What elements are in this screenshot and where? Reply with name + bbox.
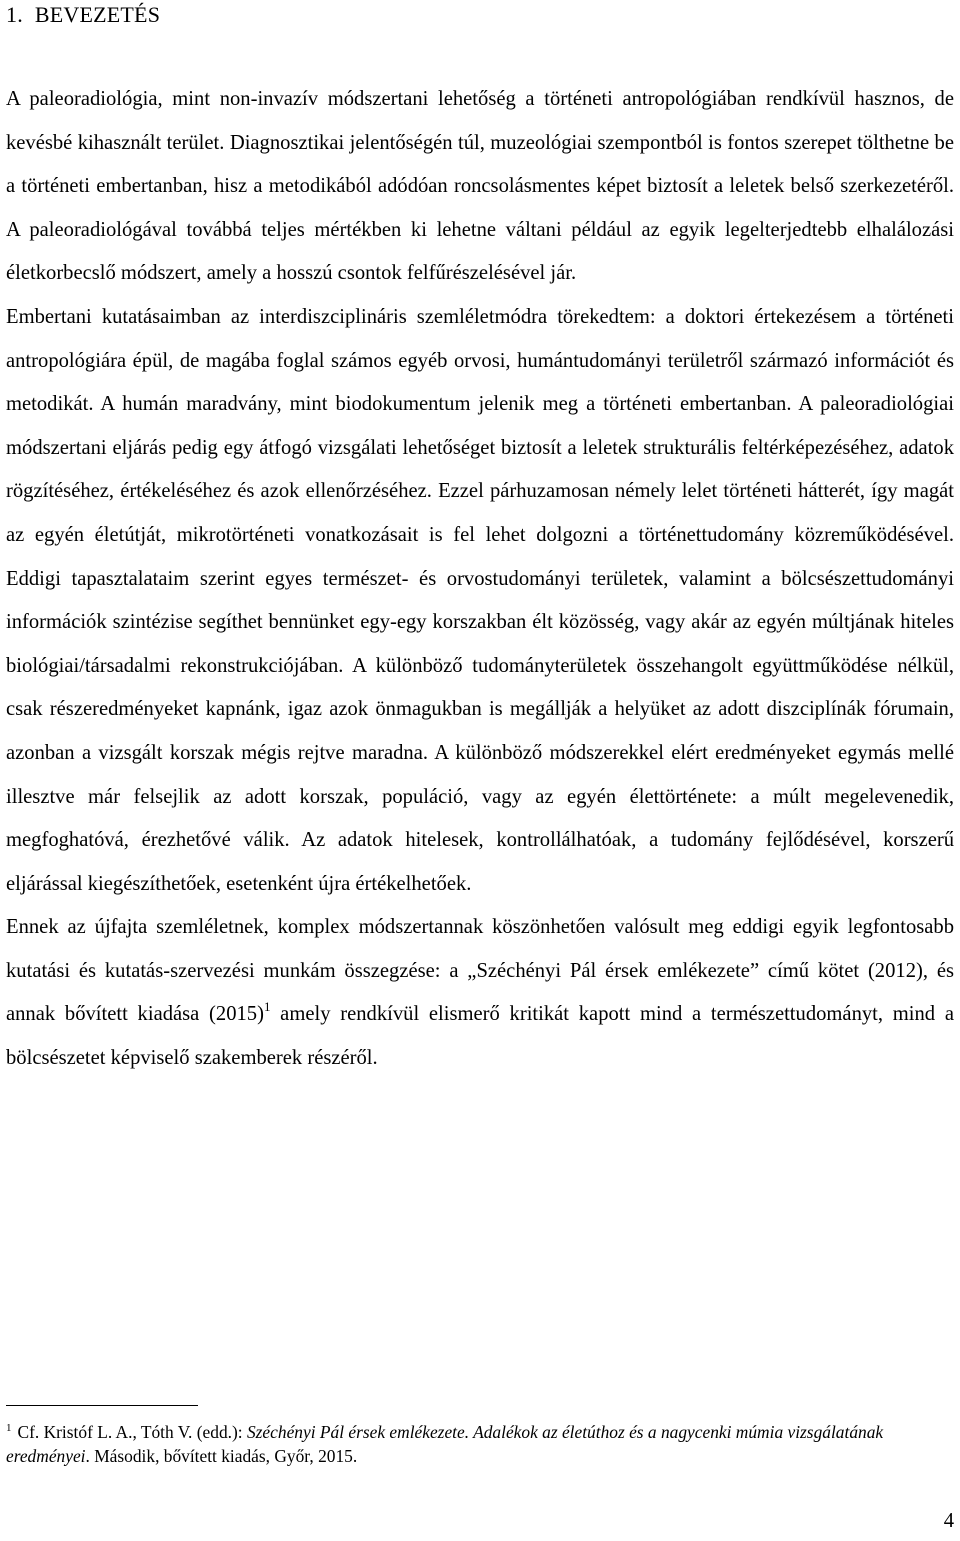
paragraph-3-text-before-ref: Ennek az újfajta szemléletnek, komplex módszertannak köszönhetően valósult meg eddigi egyik legfontosabb kutatási és kutatás-szervezési munkám összegzése: a „Széchényi Pál érsek emlékezete” című kötet (2012), és annak bővített kiadása (2015) (6, 916, 954, 1026)
chapter-heading (6, 1, 160, 29)
footnote-tail: . Második, bővített kiadás, Győr, 2015. (85, 1446, 358, 1466)
paragraph-3-text-after-ref: amely rendkívül elismerő kritikát kapott mind a természettudományt, mind a bölcsészetet képviselő szakemberek részéről. (6, 1003, 954, 1070)
paragraph-3 (6, 906, 954, 1080)
chapter-number: 1. (6, 2, 23, 27)
footnote-lead: Cf. Kristóf L. A., Tóth V. (edd.): (17, 1422, 247, 1442)
footnote-separator (6, 1405, 198, 1406)
body-text (6, 78, 954, 1081)
paragraph-1: A paleoradiológia, mint non-invazív módszertani lehetőség a történeti antropológiában rendkívül hasznos, de kevésbé kihasznált terület. Diagnosztikai jelentőségén túl, muzeológiai szempontból is fontos szerepet tölthetne be a történeti embertanban, hisz a metodikából adódóan roncsolásmentes képet biztosít a leletek belső szerkezetéről. A paleoradiológával továbbá teljes mértékben ki lehetne váltani például az egyik legelterjedtebb elhalálozási életkorbecslő módszert, amely a hosszú csontok felfűrészelésével jár. (6, 88, 954, 285)
page-number: 4 (943, 1510, 954, 1532)
chapter-title: BEVEZETÉS (34, 2, 161, 27)
footnote-reference-mark[interactable]: 1 (263, 999, 271, 1015)
footnote-book-title: Széchényi Pál érsek emlékezete. Adalékok az életúthoz és a nagycenki múmia vizsgálatának eredményei (6, 1422, 884, 1466)
footnote-mark: 1 (6, 1422, 12, 1434)
footnote (6, 1420, 954, 1468)
paragraph-2: Embertani kutatásaimban az interdiszciplináris szemléletmódra törekedtem: a doktori értekezésem a történeti antropológiára épül, de magába foglal számos egyéb orvosi, humántudományi területről származó információt és metodikát. A humán maradvány, mint biodokumentum jelenik meg a történeti embertanban. A paleoradiológiai módszertani eljárás pedig egy átfogó vizsgálati lehetőséget biztosít a leletek strukturális feltérképezéséhez, adatok rögzítéséhez, értékeléséhez és azok ellenőrzéséhez. Ezzel párhuzamosan némely lelet történeti hátterét, így magát az egyén életútját, mikrotörténeti vonatkozásait is fel lehet dolgozni a történettudomány közreműködésével. Eddigi tapasztalataim szerint egyes természet- és orvostudományi területek, valamint a bölcsészettudományi információk szintézise segíthet bennünket egy-egy korszakban élt közösség, vagy akár az egyén múltjának hiteles biológiai/társadalmi rekonstrukciójában. A különböző tudományterületek összehangolt együttműködése nélkül, csak részeredményeket kapnánk, igaz azok önmagukban is megállják a helyüket az adott diszciplínák fórumain, azonban a vizsgált korszak mégis rejtve maradna. A különböző módszerekkel elért eredményeket egymás mellé illesztve már felsejlik az adott korszak, populáció, vagy az egyén élettörténete: a múlt megelevenedik, megfoghatóvá, érezhetővé válik. Az adatok hitelesek, kontrollálhatóak, a tudomány fejlődésével, korszerű eljárással kiegészíthetőek, esetenként újra értékelhetőek. (6, 305, 954, 895)
